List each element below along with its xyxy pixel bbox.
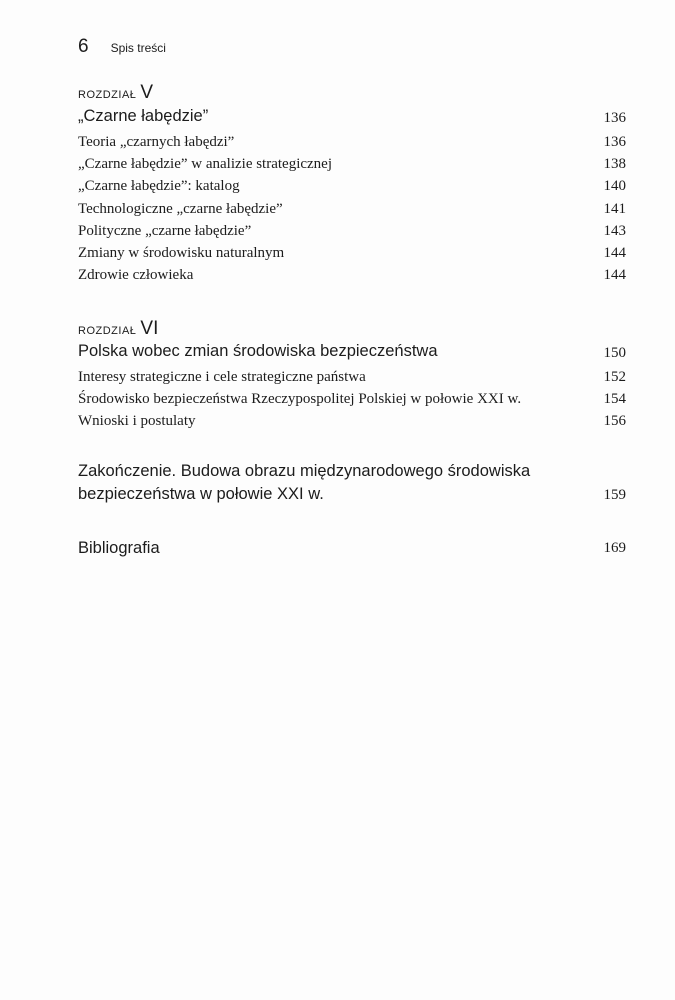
bibliography-title: Bibliografia bbox=[78, 539, 160, 557]
chapter-label-word: ROZDZIAŁ bbox=[78, 325, 137, 337]
entry-title: Polityczne „czarne łabędzie” bbox=[78, 223, 252, 239]
entry-page: 156 bbox=[603, 413, 626, 429]
entry-title: „Czarne łabędzie” w analizie strategicznej bbox=[78, 156, 333, 172]
entry-title: Zdrowie człowieka bbox=[78, 267, 194, 283]
entry-page: 136 bbox=[603, 134, 626, 150]
chapter-title-page: 136 bbox=[603, 110, 626, 126]
bibliography-page: 169 bbox=[603, 540, 626, 556]
entry-page: 138 bbox=[603, 156, 626, 172]
chapter-label-number: V bbox=[140, 82, 154, 103]
entry-page: 152 bbox=[603, 369, 626, 385]
entry-page: 140 bbox=[603, 178, 626, 194]
chapter-5-label bbox=[78, 82, 153, 104]
entry-title: Wnioski i postulaty bbox=[78, 413, 196, 429]
entry-title: Środowisko bezpieczeństwa Rzeczypospolitej Polskiej w połowie XXI w. bbox=[78, 391, 522, 407]
entry-title: Zmiany w środowisku naturalnym bbox=[78, 245, 285, 261]
entry-page: 143 bbox=[603, 223, 626, 239]
entry-page: 144 bbox=[603, 245, 626, 261]
entry-title: „Czarne łabędzie”: katalog bbox=[78, 178, 240, 194]
page-number: 6 bbox=[78, 36, 89, 57]
entry-page: 154 bbox=[603, 391, 626, 407]
conclusion-row bbox=[78, 460, 626, 510]
chapter-title: „Czarne łabędzie” bbox=[78, 107, 209, 125]
page-header bbox=[78, 36, 166, 60]
chapter-title: Polska wobec zmian środowiska bezpieczeństwa bbox=[78, 342, 438, 360]
entry-page: 141 bbox=[603, 201, 626, 217]
conclusion-page: 159 bbox=[603, 487, 626, 503]
chapter-label-number: VI bbox=[140, 318, 159, 339]
entry-title: Teoria „czarnych łabędzi” bbox=[78, 134, 235, 150]
entry-page: 144 bbox=[603, 267, 626, 283]
entry-title: Technologiczne „czarne łabędzie” bbox=[78, 201, 283, 217]
entry-title: Interesy strategiczne i cele strategiczne państwa bbox=[78, 369, 366, 385]
conclusion-title-line-1: Zakończenie. Budowa obrazu międzynarodowego środowiska bbox=[78, 462, 531, 480]
conclusion-title-line-2: bezpieczeństwa w połowie XXI w. bbox=[78, 485, 324, 503]
running-title: Spis treści bbox=[110, 41, 166, 55]
chapter-label-word: ROZDZIAŁ bbox=[78, 89, 137, 101]
chapter-title-page: 150 bbox=[603, 345, 626, 361]
chapter-6-label bbox=[78, 318, 158, 340]
